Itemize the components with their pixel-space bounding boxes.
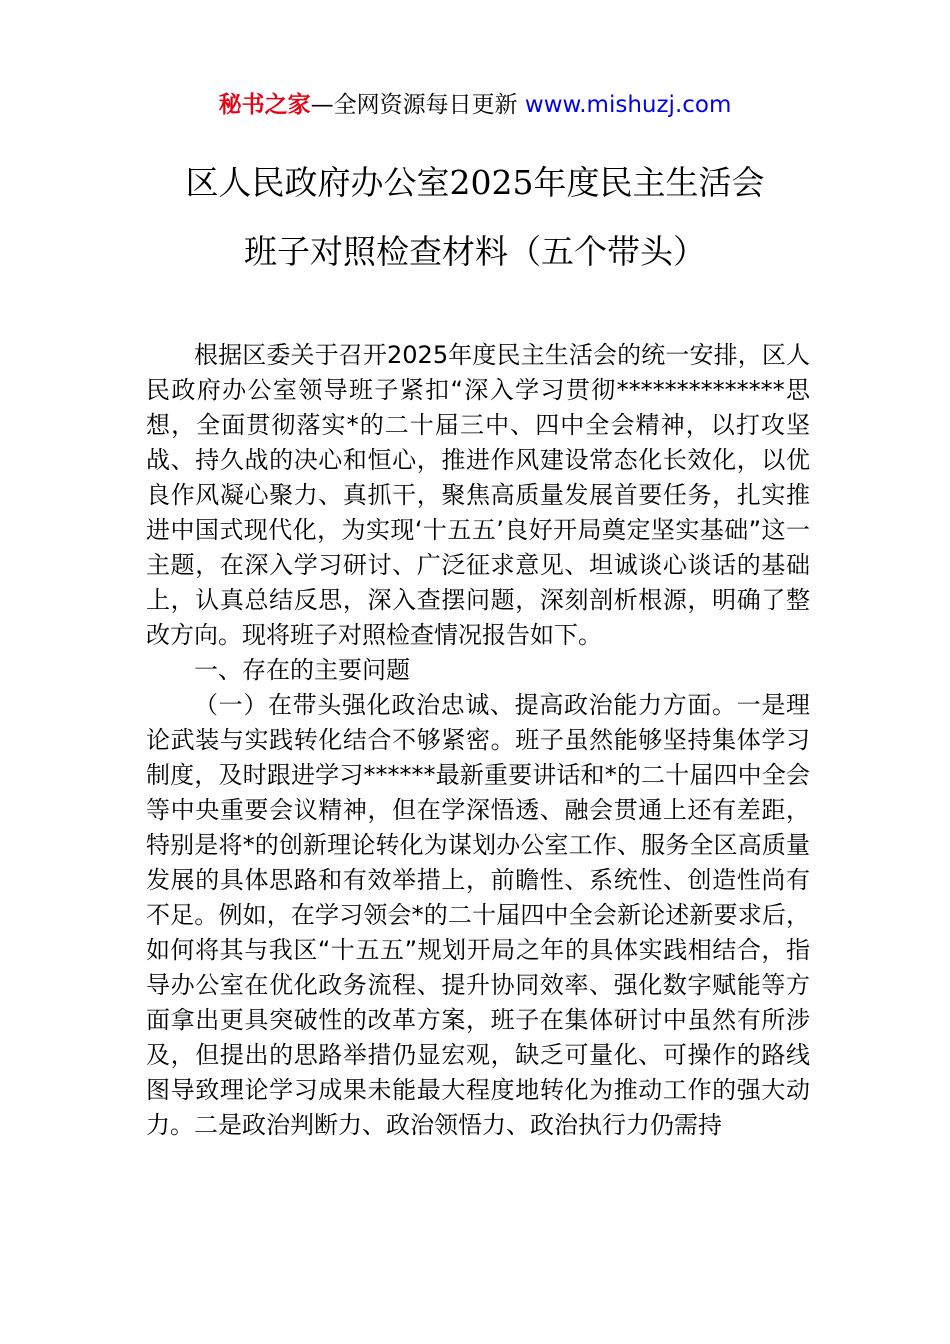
site-url-link[interactable]: www.mishuzj.com — [524, 92, 732, 118]
document-title-line-2: 班子对照检查材料（五个带头） — [244, 232, 706, 271]
body-paragraph: （一）在带头强化政治忠诚、提高政治能力方面。一是理论武装与实践转化结合不够紧密。班子虽然能够坚持集体学习制度，及时跟进学习******最新重要讲话和*的二十届四中全会等中央重要会议精神，但在学深悟透、融会贯通上还有差距，特别是将*的创新理论转化为谋划办公室工作、服务全区高质量发展的具体思路和有效举措上，前瞻性、系统性、创造性尚有不足。例如，在学习领会*的二十届四中全会新论述新要求后，如何将其与我区“十五五”规划开局之年的具体实践相结合，指导办公室在优化政务流程、提升协同效率、强化数字赋能等方面拿出更具突破性的改革方案，班子在集体研讨中虽然有所涉及，但提出的思路举措仍显宏观，缺乏可量化、可操作的路线图导致理论学习成果未能最大程度地转化为推动工作的强大动力。二是政治判断力、政治领悟力、政治执行力仍需持 — [146, 691, 810, 1139]
brand-name: 秘书之家 — [218, 92, 311, 118]
site-header — [0, 88, 950, 122]
header-tagline: —全网资源每日更新 — [310, 92, 525, 118]
document-title-line-1: 区人民政府办公室2025年度民主生活会 — [185, 163, 765, 202]
intro-paragraph: 根据区委关于召开2025年度民主生活会的统一安排，区人民政府办公室领导班子紧扣“深入学习贯彻**************思想，全面贯彻落实*的二十届三中、四中全会精神，以打攻坚战、持久战的决心和恒心，推进作风建设常态化长效化，以优良作风凝心聚力、真抓干，聚焦高质量发展首要任务，扎实推进中国式现代化，为实现‘十五五’良好开局奠定坚实基础”这一主题，在深入学习研讨、广泛征求意见、坦诚谈心谈话的基础上，认真总结反思，深入查摆问题，深刻剖析根源，明确了整改方向。现将班子对照检查情况报告如下。 — [146, 341, 810, 649]
section-heading: 一、存在的主要问题 — [194, 656, 410, 684]
document-body — [146, 338, 810, 1143]
